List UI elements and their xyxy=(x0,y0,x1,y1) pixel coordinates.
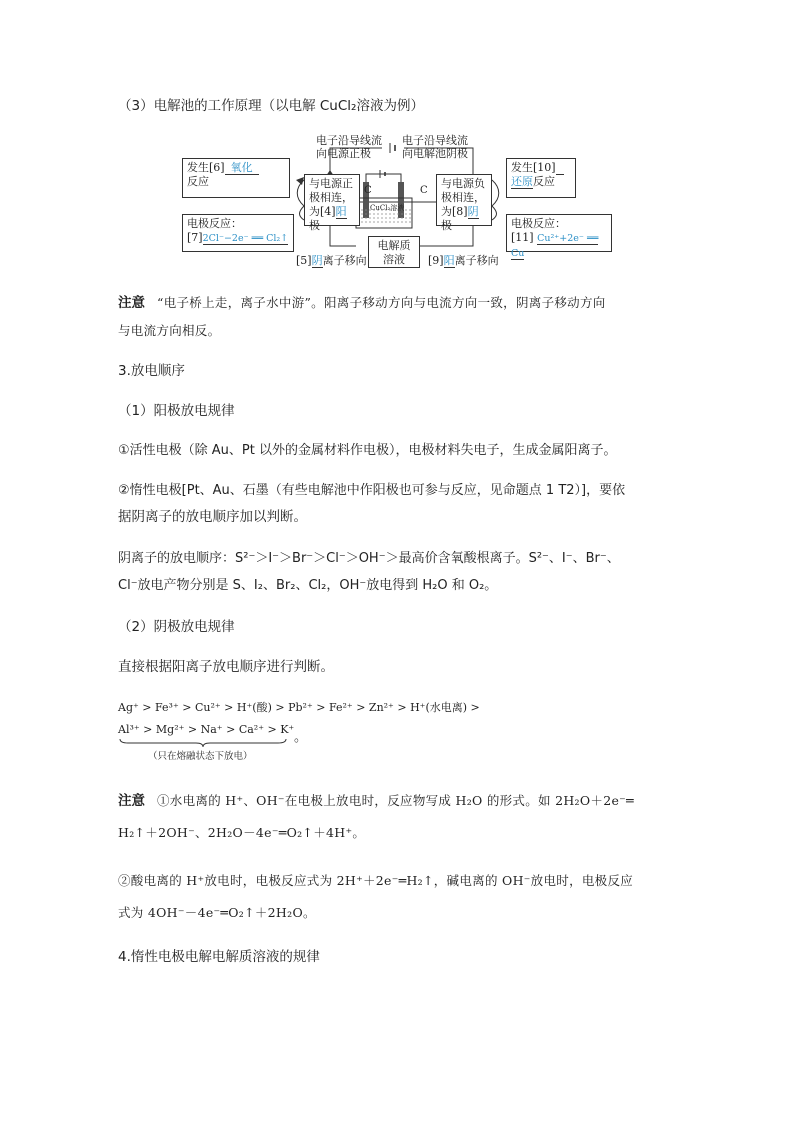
note-2-line-4: 式为 4OH⁻－4e⁻═O₂↑＋2H₂O。 xyxy=(118,905,316,920)
electrolyte-box: 电解质 溶液 xyxy=(368,236,420,268)
note-2-line-3: ②酸电离的 H⁺放电时，电极反应式为 2H⁺＋2e⁻═H₂↑，碱电离的 OH⁻放电时，电极反应 xyxy=(118,873,634,888)
electrolysis-diagram xyxy=(180,128,616,268)
cathode-reaction-box: 电极反应： [11] Cu²⁺+2e⁻ ══ Cu xyxy=(506,214,612,252)
note-2-line-1: 注意 ①水电离的 H⁺、OH⁻在电极上放电时，反应物写成 H₂O 的形式。如 2H₂O＋2e⁻═ xyxy=(118,793,634,809)
cathode-rule-title: （2）阴极放电规律 xyxy=(118,619,235,635)
anode-box: 与电源正 极相连， 为[4]阳极 xyxy=(304,174,360,226)
solution-label: CuCl₂溶液 xyxy=(370,204,405,212)
note-1-line-2: 与电流方向相反。 xyxy=(118,323,221,338)
top-flow-left: 电子沿导线流 向电源正极 xyxy=(316,134,382,160)
cathode-box: 与电源负 极相连， 为[8]阴极 xyxy=(436,174,492,226)
reduction-box: 发生[10] 还原反应 xyxy=(506,158,576,198)
cation-end: 。 xyxy=(294,730,308,745)
brace xyxy=(118,738,288,748)
anion-order-line-2: Cl⁻放电产物分别是 S、I₂、Br₂、Cl₂，OH⁻放电得到 H₂O 和 O₂。 xyxy=(118,578,498,593)
electrode-c-right: C xyxy=(420,185,428,196)
note-1-line-1: 注意 “电子桥上走，离子水中游”。阳离子移动方向与电流方向一致，阴离子移动方向 xyxy=(118,295,606,311)
anion-migration-label: [5]阴离子移向 xyxy=(296,254,367,267)
note-1-head: 注意 xyxy=(118,295,145,311)
cation-migration-label: [9]阳离子移向 xyxy=(428,254,499,267)
top-flow-right: 电子沿导线流 向电解池阴极 xyxy=(402,134,468,160)
anode-rule-2-line-1: ②惰性电极[Pt、Au、石墨（有些电解池中作阳极也可参与反应，见命题点 1 T2）]，要依 xyxy=(118,483,626,498)
cation-order xyxy=(118,700,538,762)
cathode-rule-1: 直接根据阳离子放电顺序进行判断。 xyxy=(118,659,334,675)
cation-brace-note: （只在熔融状态下放电） xyxy=(148,751,253,762)
anion-order-line-1: 阴离子的放电顺序：S²⁻＞I⁻＞Br⁻＞Cl⁻＞OH⁻＞最高价含氧酸根离子。S²⁻、I⁻、Br⁻、 xyxy=(118,551,620,566)
electrode-c-left: C xyxy=(364,185,372,196)
anode-reaction-box: 电极反应： [7]2Cl⁻−2e⁻ ══ Cl₂↑ xyxy=(182,214,294,252)
anode-rule-1: ①活性电极（除 Au、Pt 以外的金属材料作电极），电极材料失电子，生成金属阳离子。 xyxy=(118,443,617,458)
cation-line-1: Ag⁺ > Fe³⁺ > Cu²⁺ > H⁺(酸) > Pb²⁺ > Fe²⁺ > Zn²⁺ > H⁺(水电离) > xyxy=(118,701,480,714)
section-4-title: 4.惰性电极电解电解质溶液的规律 xyxy=(118,949,320,965)
anode-rule-title: （1）阳极放电规律 xyxy=(118,403,235,419)
cation-line-2: Al³⁺ > Mg²⁺ > Na⁺ > Ca²⁺ > K⁺ xyxy=(118,723,295,736)
anode-rule-2-line-2: 据阴离子的放电顺序加以判断。 xyxy=(118,509,307,525)
oxidation-box: 发生[6] 氧化 反应 xyxy=(182,158,290,198)
note-2-head: 注意 xyxy=(118,793,145,809)
note-2-line-2: H₂↑＋2OH⁻、2H₂O－4e⁻═O₂↑＋4H⁺。 xyxy=(118,825,366,840)
section-discharge-title: 3.放电顺序 xyxy=(118,363,185,379)
section-3-title: （3）电解池的工作原理（以电解 CuCl₂溶液为例） xyxy=(118,98,424,114)
